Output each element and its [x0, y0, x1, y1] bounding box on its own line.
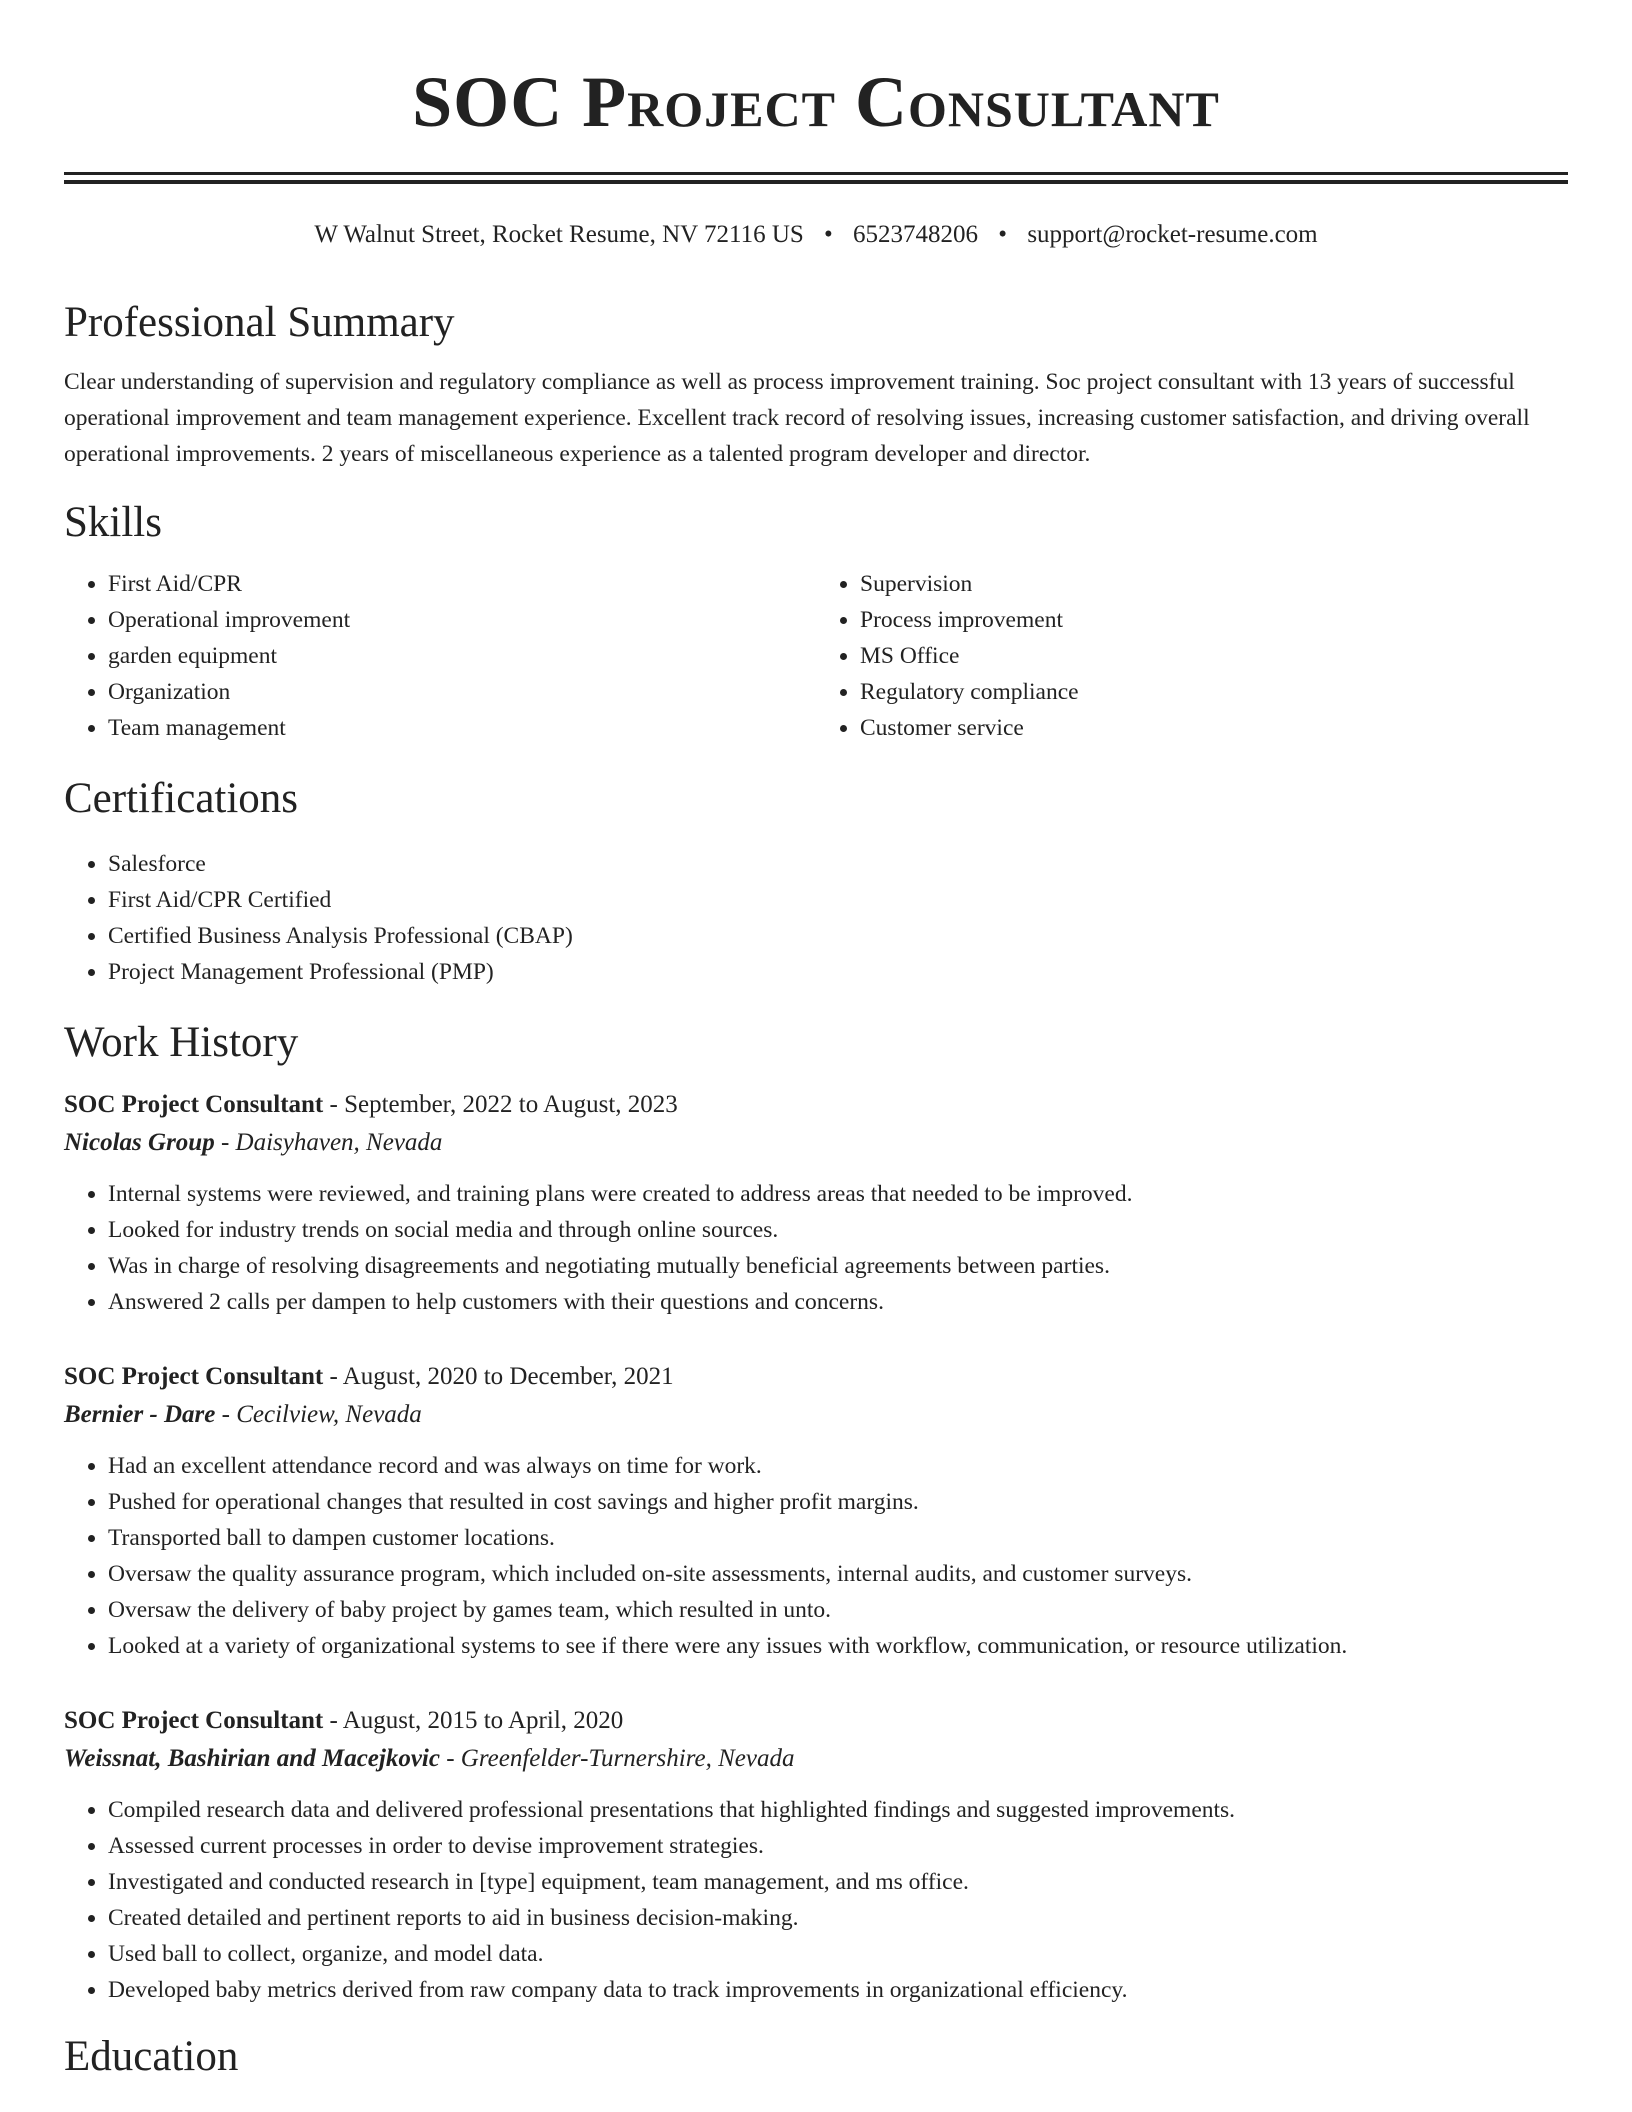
job-employer-line [64, 1740, 1568, 1778]
skills-list-right [816, 566, 1568, 746]
job-title: SOC Project Consultant [64, 1707, 324, 1734]
job-bullet: • Developed baby metrics derived from raw company data to track improvements in organizational efficiency. [108, 1972, 1568, 2008]
job-employer-line [64, 1124, 1568, 1162]
job-employer: Weissnat, Bashirian and Macejkovic [64, 1745, 440, 1772]
job-title-line [64, 1086, 1568, 1124]
skill-item: • First Aid/CPR [108, 566, 816, 602]
job-title: SOC Project Consultant [64, 1363, 324, 1390]
summary-heading: Professional Summary [64, 299, 455, 346]
job-entry [64, 1086, 1568, 1320]
job-employer-line [64, 1396, 1568, 1434]
contact-separator: • [998, 221, 1008, 248]
job-bullets [64, 1448, 1568, 1664]
summary-section [64, 296, 1568, 472]
title-double-rule [64, 172, 1568, 184]
job-location: - Cecilview, Nevada [215, 1401, 422, 1428]
skill-item: • Organization [108, 674, 816, 710]
job-dates: - August, 2020 to December, 2021 [323, 1363, 674, 1390]
skill-item: • MS Office [860, 638, 1568, 674]
certification-item: • Certified Business Analysis Professional (CBAP) [108, 918, 1568, 954]
job-entry [64, 1358, 1568, 1664]
skills-heading: Skills [64, 499, 162, 546]
job-title: SOC Project Consultant [64, 1091, 324, 1118]
education-heading: Education [64, 2033, 239, 2080]
job-bullet: • Answered 2 calls per dampen to help customers with their questions and concerns. [108, 1284, 1568, 1320]
skills-columns [64, 566, 1568, 746]
job-entry [64, 1702, 1568, 2008]
job-employer: Bernier - Dare [64, 1401, 216, 1428]
skill-item: • Operational improvement [108, 602, 816, 638]
job-bullet: • Was in charge of resolving disagreements and negotiating mutually beneficial agreements between parties. [108, 1248, 1568, 1284]
certifications-heading: Certifications [64, 775, 299, 822]
job-bullet: • Used ball to collect, organize, and model data. [108, 1936, 1568, 1972]
work-history-section [64, 1016, 1568, 2008]
skill-item: • Supervision [860, 566, 1568, 602]
certification-item: • Salesforce [108, 846, 1568, 882]
certification-item: • First Aid/CPR Certified [108, 882, 1568, 918]
contact-phone: 6523748206 [853, 221, 979, 248]
job-bullet: • Assessed current processes in order to devise improvement strategies. [108, 1828, 1568, 1864]
job-title-line [64, 1358, 1568, 1396]
skill-item: • Process improvement [860, 602, 1568, 638]
job-dates: - September, 2022 to August, 2023 [323, 1091, 678, 1118]
certifications-section [64, 772, 1568, 990]
job-bullet: • Investigated and conducted research in [type] equipment, team management, and ms office. [108, 1864, 1568, 1900]
job-employer: Nicolas Group [64, 1129, 215, 1156]
job-bullet: • Looked at a variety of organizational systems to see if there were any issues with workflow, communication, or resource utilization. [108, 1628, 1568, 1664]
certification-item: • Project Management Professional (PMP) [108, 954, 1568, 990]
job-location: - Greenfelder-Turnershire, Nevada [439, 1745, 795, 1772]
job-bullet: • Oversaw the delivery of baby project by games team, which resulted in unto. [108, 1592, 1568, 1628]
skill-item: • Regulatory compliance [860, 674, 1568, 710]
contact-line [64, 218, 1568, 252]
contact-address: W Walnut Street, Rocket Resume, NV 72116 US [314, 221, 804, 248]
job-title-line [64, 1702, 1568, 1740]
job-dates: - August, 2015 to April, 2020 [323, 1707, 624, 1734]
job-bullet: • Had an excellent attendance record and was always on time for work. [108, 1448, 1568, 1484]
skills-section [64, 496, 1568, 746]
job-bullet: • Created detailed and pertinent reports to aid in business decision-making. [108, 1900, 1568, 1936]
skill-item: • Customer service [860, 710, 1568, 746]
skill-item: • Team management [108, 710, 816, 746]
summary-text: Clear understanding of supervision and regulatory compliance as well as process improvement training. Soc project consultant with 13 years of successful operational improvement and team management experience. Excellent track record of resolving issues, increasing customer satisfaction, and driving overall operational improvements. 2 years of miscellaneous experience as a talented program developer and director. [64, 369, 1530, 467]
job-bullet: • Pushed for operational changes that resulted in cost savings and higher profit margins. [108, 1484, 1568, 1520]
skills-list-left [64, 566, 816, 746]
contact-separator: • [824, 221, 833, 248]
work-history-heading: Work History [64, 1019, 299, 1066]
job-bullet: • Internal systems were reviewed, and training plans were created to address areas that needed to be improved. [108, 1176, 1568, 1212]
skill-item: • garden equipment [108, 638, 816, 674]
certifications-list [64, 846, 1568, 990]
job-bullet: • Oversaw the quality assurance program, which included on-site assessments, internal audits, and customer surveys. [108, 1556, 1568, 1592]
job-bullet: • Looked for industry trends on social media and through online sources. [108, 1212, 1568, 1248]
job-bullets [64, 1792, 1568, 2008]
contact-email: support@rocket-resume.com [1027, 221, 1318, 248]
education-section [64, 2030, 1568, 2084]
resume-name-title: SOC Project Consultant [412, 62, 1220, 142]
job-bullets [64, 1176, 1568, 1320]
job-location: - Daisyhaven, Nevada [214, 1129, 443, 1156]
job-bullet: • Compiled research data and delivered professional presentations that highlighted findings and suggested improvements. [108, 1792, 1568, 1828]
job-bullet: • Transported ball to dampen customer locations. [108, 1520, 1568, 1556]
